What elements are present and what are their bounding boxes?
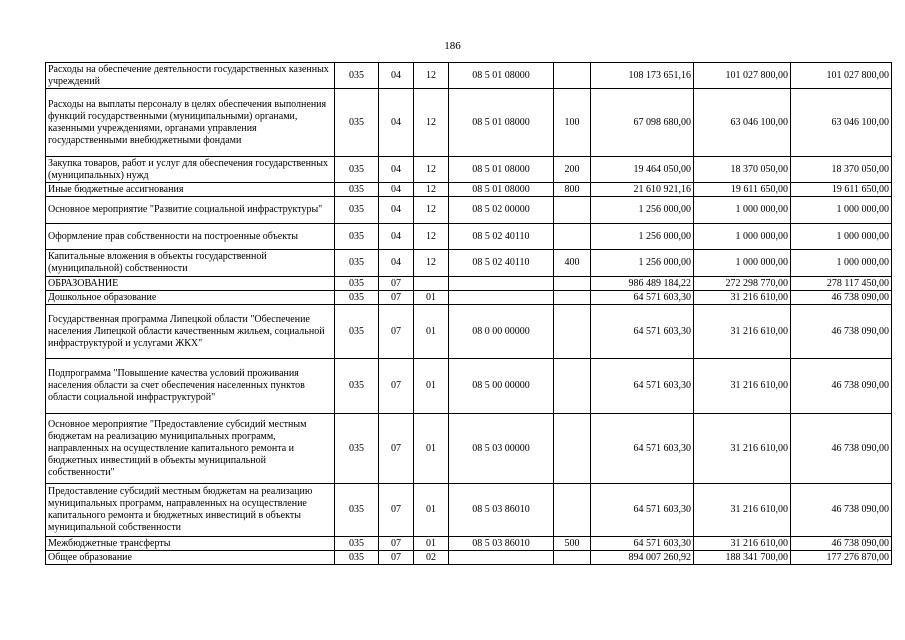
row-subsection-code: 01 xyxy=(414,484,449,537)
row-amount-year1: 1 256 000,00 xyxy=(591,224,694,250)
row-subsection-code: 12 xyxy=(414,224,449,250)
row-amount-year3: 1 000 000,00 xyxy=(791,224,892,250)
row-amount-year1: 108 173 651,16 xyxy=(591,63,694,89)
row-subsection-code: 12 xyxy=(414,63,449,89)
row-name: Подпрограмма "Повышение качества условий проживания населения области за счет обеспечения населенных пунктов области социальной инфраструктурой" xyxy=(46,359,335,414)
row-amount-year1: 986 489 184,22 xyxy=(591,277,694,291)
row-subsection-code: 01 xyxy=(414,537,449,551)
row-amount-year1: 64 571 603,30 xyxy=(591,484,694,537)
row-target-article xyxy=(449,551,554,565)
row-section-code: 04 xyxy=(379,89,414,157)
row-name: Расходы на выплаты персоналу в целях обеспечения выполнения функций государственными (муниципальными) органами, казенными учреждениями, органами управления государственными внебюджетными фондами xyxy=(46,89,335,157)
row-amount-year1: 64 571 603,30 xyxy=(591,305,694,359)
row-name: Основное мероприятие "Развитие социальной инфраструктуры" xyxy=(46,197,335,224)
row-subsection-code: 12 xyxy=(414,250,449,277)
row-amount-year3: 18 370 050,00 xyxy=(791,157,892,183)
table-row xyxy=(46,537,892,551)
row-grbs-code: 035 xyxy=(335,537,379,551)
row-name: Закупка товаров, работ и услуг для обеспечения государственных (муниципальных) нужд xyxy=(46,157,335,183)
row-subsection-code: 12 xyxy=(414,157,449,183)
row-target-article xyxy=(449,277,554,291)
table-row xyxy=(46,197,892,224)
row-section-code: 07 xyxy=(379,537,414,551)
row-target-article: 08 5 00 00000 xyxy=(449,359,554,414)
row-expense-type xyxy=(554,197,591,224)
table-row xyxy=(46,224,892,250)
row-grbs-code: 035 xyxy=(335,157,379,183)
row-target-article: 08 5 03 86010 xyxy=(449,484,554,537)
budget-table xyxy=(45,62,892,565)
row-name: Иные бюджетные ассигнования xyxy=(46,183,335,197)
row-grbs-code: 035 xyxy=(335,305,379,359)
row-amount-year1: 19 464 050,00 xyxy=(591,157,694,183)
row-target-article xyxy=(449,291,554,305)
row-section-code: 04 xyxy=(379,157,414,183)
row-amount-year1: 894 007 260,92 xyxy=(591,551,694,565)
row-target-article: 08 0 00 00000 xyxy=(449,305,554,359)
row-target-article: 08 5 02 40110 xyxy=(449,250,554,277)
row-target-article: 08 5 01 08000 xyxy=(449,89,554,157)
row-amount-year2: 31 216 610,00 xyxy=(694,305,791,359)
table-row xyxy=(46,291,892,305)
row-section-code: 04 xyxy=(379,183,414,197)
row-section-code: 07 xyxy=(379,305,414,359)
row-section-code: 07 xyxy=(379,359,414,414)
row-target-article: 08 5 02 00000 xyxy=(449,197,554,224)
row-amount-year2: 63 046 100,00 xyxy=(694,89,791,157)
table-row xyxy=(46,277,892,291)
row-expense-type xyxy=(554,224,591,250)
row-amount-year2: 1 000 000,00 xyxy=(694,197,791,224)
row-target-article: 08 5 02 40110 xyxy=(449,224,554,250)
row-amount-year3: 46 738 090,00 xyxy=(791,537,892,551)
row-section-code: 04 xyxy=(379,197,414,224)
row-target-article: 08 5 03 86010 xyxy=(449,537,554,551)
row-grbs-code: 035 xyxy=(335,224,379,250)
row-amount-year3: 278 117 450,00 xyxy=(791,277,892,291)
row-amount-year2: 31 216 610,00 xyxy=(694,484,791,537)
row-expense-type xyxy=(554,291,591,305)
row-section-code: 07 xyxy=(379,551,414,565)
row-amount-year2: 101 027 800,00 xyxy=(694,63,791,89)
row-amount-year2: 188 341 700,00 xyxy=(694,551,791,565)
row-section-code: 07 xyxy=(379,291,414,305)
row-name: Основное мероприятие "Предоставление субсидий местным бюджетам на реализацию муниципальных программ, направленных на осуществление капитального ремонта и бюджетных инвестиций в объекты муниципальной собственности" xyxy=(46,414,335,484)
row-name: Межбюджетные трансферты xyxy=(46,537,335,551)
row-amount-year2: 31 216 610,00 xyxy=(694,414,791,484)
row-name: Предоставление субсидий местным бюджетам на реализацию муниципальных программ, направленных на осуществление капитального ремонта и бюджетных инвестиций в объекты муниципальной собственности xyxy=(46,484,335,537)
row-amount-year1: 21 610 921,16 xyxy=(591,183,694,197)
page-number: 186 xyxy=(444,40,461,52)
row-grbs-code: 035 xyxy=(335,89,379,157)
row-grbs-code: 035 xyxy=(335,291,379,305)
row-amount-year3: 19 611 650,00 xyxy=(791,183,892,197)
row-amount-year3: 101 027 800,00 xyxy=(791,63,892,89)
row-amount-year2: 1 000 000,00 xyxy=(694,224,791,250)
row-grbs-code: 035 xyxy=(335,551,379,565)
row-subsection-code: 01 xyxy=(414,305,449,359)
row-expense-type xyxy=(554,551,591,565)
row-section-code: 04 xyxy=(379,224,414,250)
row-subsection-code: 01 xyxy=(414,359,449,414)
row-amount-year1: 64 571 603,30 xyxy=(591,291,694,305)
row-name: Расходы на обеспечение деятельности государственных казенных учреждений xyxy=(46,63,335,89)
row-target-article: 08 5 03 00000 xyxy=(449,414,554,484)
row-amount-year3: 1 000 000,00 xyxy=(791,197,892,224)
row-grbs-code: 035 xyxy=(335,359,379,414)
row-amount-year1: 64 571 603,30 xyxy=(591,359,694,414)
row-subsection-code: 12 xyxy=(414,183,449,197)
table-row xyxy=(46,359,892,414)
row-section-code: 07 xyxy=(379,484,414,537)
row-subsection-code: 01 xyxy=(414,291,449,305)
row-expense-type: 500 xyxy=(554,537,591,551)
row-amount-year2: 18 370 050,00 xyxy=(694,157,791,183)
row-expense-type xyxy=(554,414,591,484)
row-amount-year3: 1 000 000,00 xyxy=(791,250,892,277)
row-amount-year1: 64 571 603,30 xyxy=(591,537,694,551)
row-name: Капитальные вложения в объекты государственной (муниципальной) собственности xyxy=(46,250,335,277)
table-row xyxy=(46,250,892,277)
row-grbs-code: 035 xyxy=(335,250,379,277)
row-expense-type xyxy=(554,63,591,89)
row-grbs-code: 035 xyxy=(335,63,379,89)
row-subsection-code: 01 xyxy=(414,414,449,484)
table-row xyxy=(46,157,892,183)
row-expense-type: 200 xyxy=(554,157,591,183)
row-subsection-code: 02 xyxy=(414,551,449,565)
row-section-code: 04 xyxy=(379,63,414,89)
row-amount-year3: 46 738 090,00 xyxy=(791,414,892,484)
row-amount-year3: 46 738 090,00 xyxy=(791,484,892,537)
row-target-article: 08 5 01 08000 xyxy=(449,157,554,183)
row-subsection-code: 12 xyxy=(414,197,449,224)
row-amount-year2: 31 216 610,00 xyxy=(694,537,791,551)
table-row xyxy=(46,414,892,484)
row-amount-year2: 19 611 650,00 xyxy=(694,183,791,197)
row-amount-year2: 31 216 610,00 xyxy=(694,291,791,305)
row-target-article: 08 5 01 08000 xyxy=(449,183,554,197)
row-amount-year3: 46 738 090,00 xyxy=(791,291,892,305)
row-amount-year1: 67 098 680,00 xyxy=(591,89,694,157)
row-amount-year2: 1 000 000,00 xyxy=(694,250,791,277)
row-amount-year2: 31 216 610,00 xyxy=(694,359,791,414)
row-section-code: 04 xyxy=(379,250,414,277)
table-row xyxy=(46,551,892,565)
row-expense-type xyxy=(554,305,591,359)
row-name: Государственная программа Липецкой области "Обеспечение населения Липецкой области качественным жильем, социальной инфраструктурой и услугами ЖКХ" xyxy=(46,305,335,359)
row-name: Оформление прав собственности на построенные объекты xyxy=(46,224,335,250)
budget-table-body xyxy=(46,63,892,565)
row-section-code: 07 xyxy=(379,414,414,484)
table-row xyxy=(46,183,892,197)
row-amount-year3: 177 276 870,00 xyxy=(791,551,892,565)
row-expense-type xyxy=(554,484,591,537)
table-row xyxy=(46,63,892,89)
row-expense-type: 100 xyxy=(554,89,591,157)
row-name: Общее образование xyxy=(46,551,335,565)
row-amount-year1: 64 571 603,30 xyxy=(591,414,694,484)
row-amount-year2: 272 298 770,00 xyxy=(694,277,791,291)
row-amount-year1: 1 256 000,00 xyxy=(591,250,694,277)
row-name: ОБРАЗОВАНИЕ xyxy=(46,277,335,291)
row-amount-year3: 46 738 090,00 xyxy=(791,305,892,359)
row-grbs-code: 035 xyxy=(335,183,379,197)
row-grbs-code: 035 xyxy=(335,197,379,224)
row-grbs-code: 035 xyxy=(335,414,379,484)
row-expense-type: 400 xyxy=(554,250,591,277)
row-expense-type xyxy=(554,359,591,414)
row-expense-type: 800 xyxy=(554,183,591,197)
row-amount-year3: 46 738 090,00 xyxy=(791,359,892,414)
row-expense-type xyxy=(554,277,591,291)
row-subsection-code: 12 xyxy=(414,89,449,157)
table-row xyxy=(46,89,892,157)
row-name: Дошкольное образование xyxy=(46,291,335,305)
row-grbs-code: 035 xyxy=(335,277,379,291)
row-section-code: 07 xyxy=(379,277,414,291)
row-target-article: 08 5 01 08000 xyxy=(449,63,554,89)
row-subsection-code xyxy=(414,277,449,291)
row-grbs-code: 035 xyxy=(335,484,379,537)
row-amount-year3: 63 046 100,00 xyxy=(791,89,892,157)
table-row xyxy=(46,484,892,537)
row-amount-year1: 1 256 000,00 xyxy=(591,197,694,224)
table-row xyxy=(46,305,892,359)
